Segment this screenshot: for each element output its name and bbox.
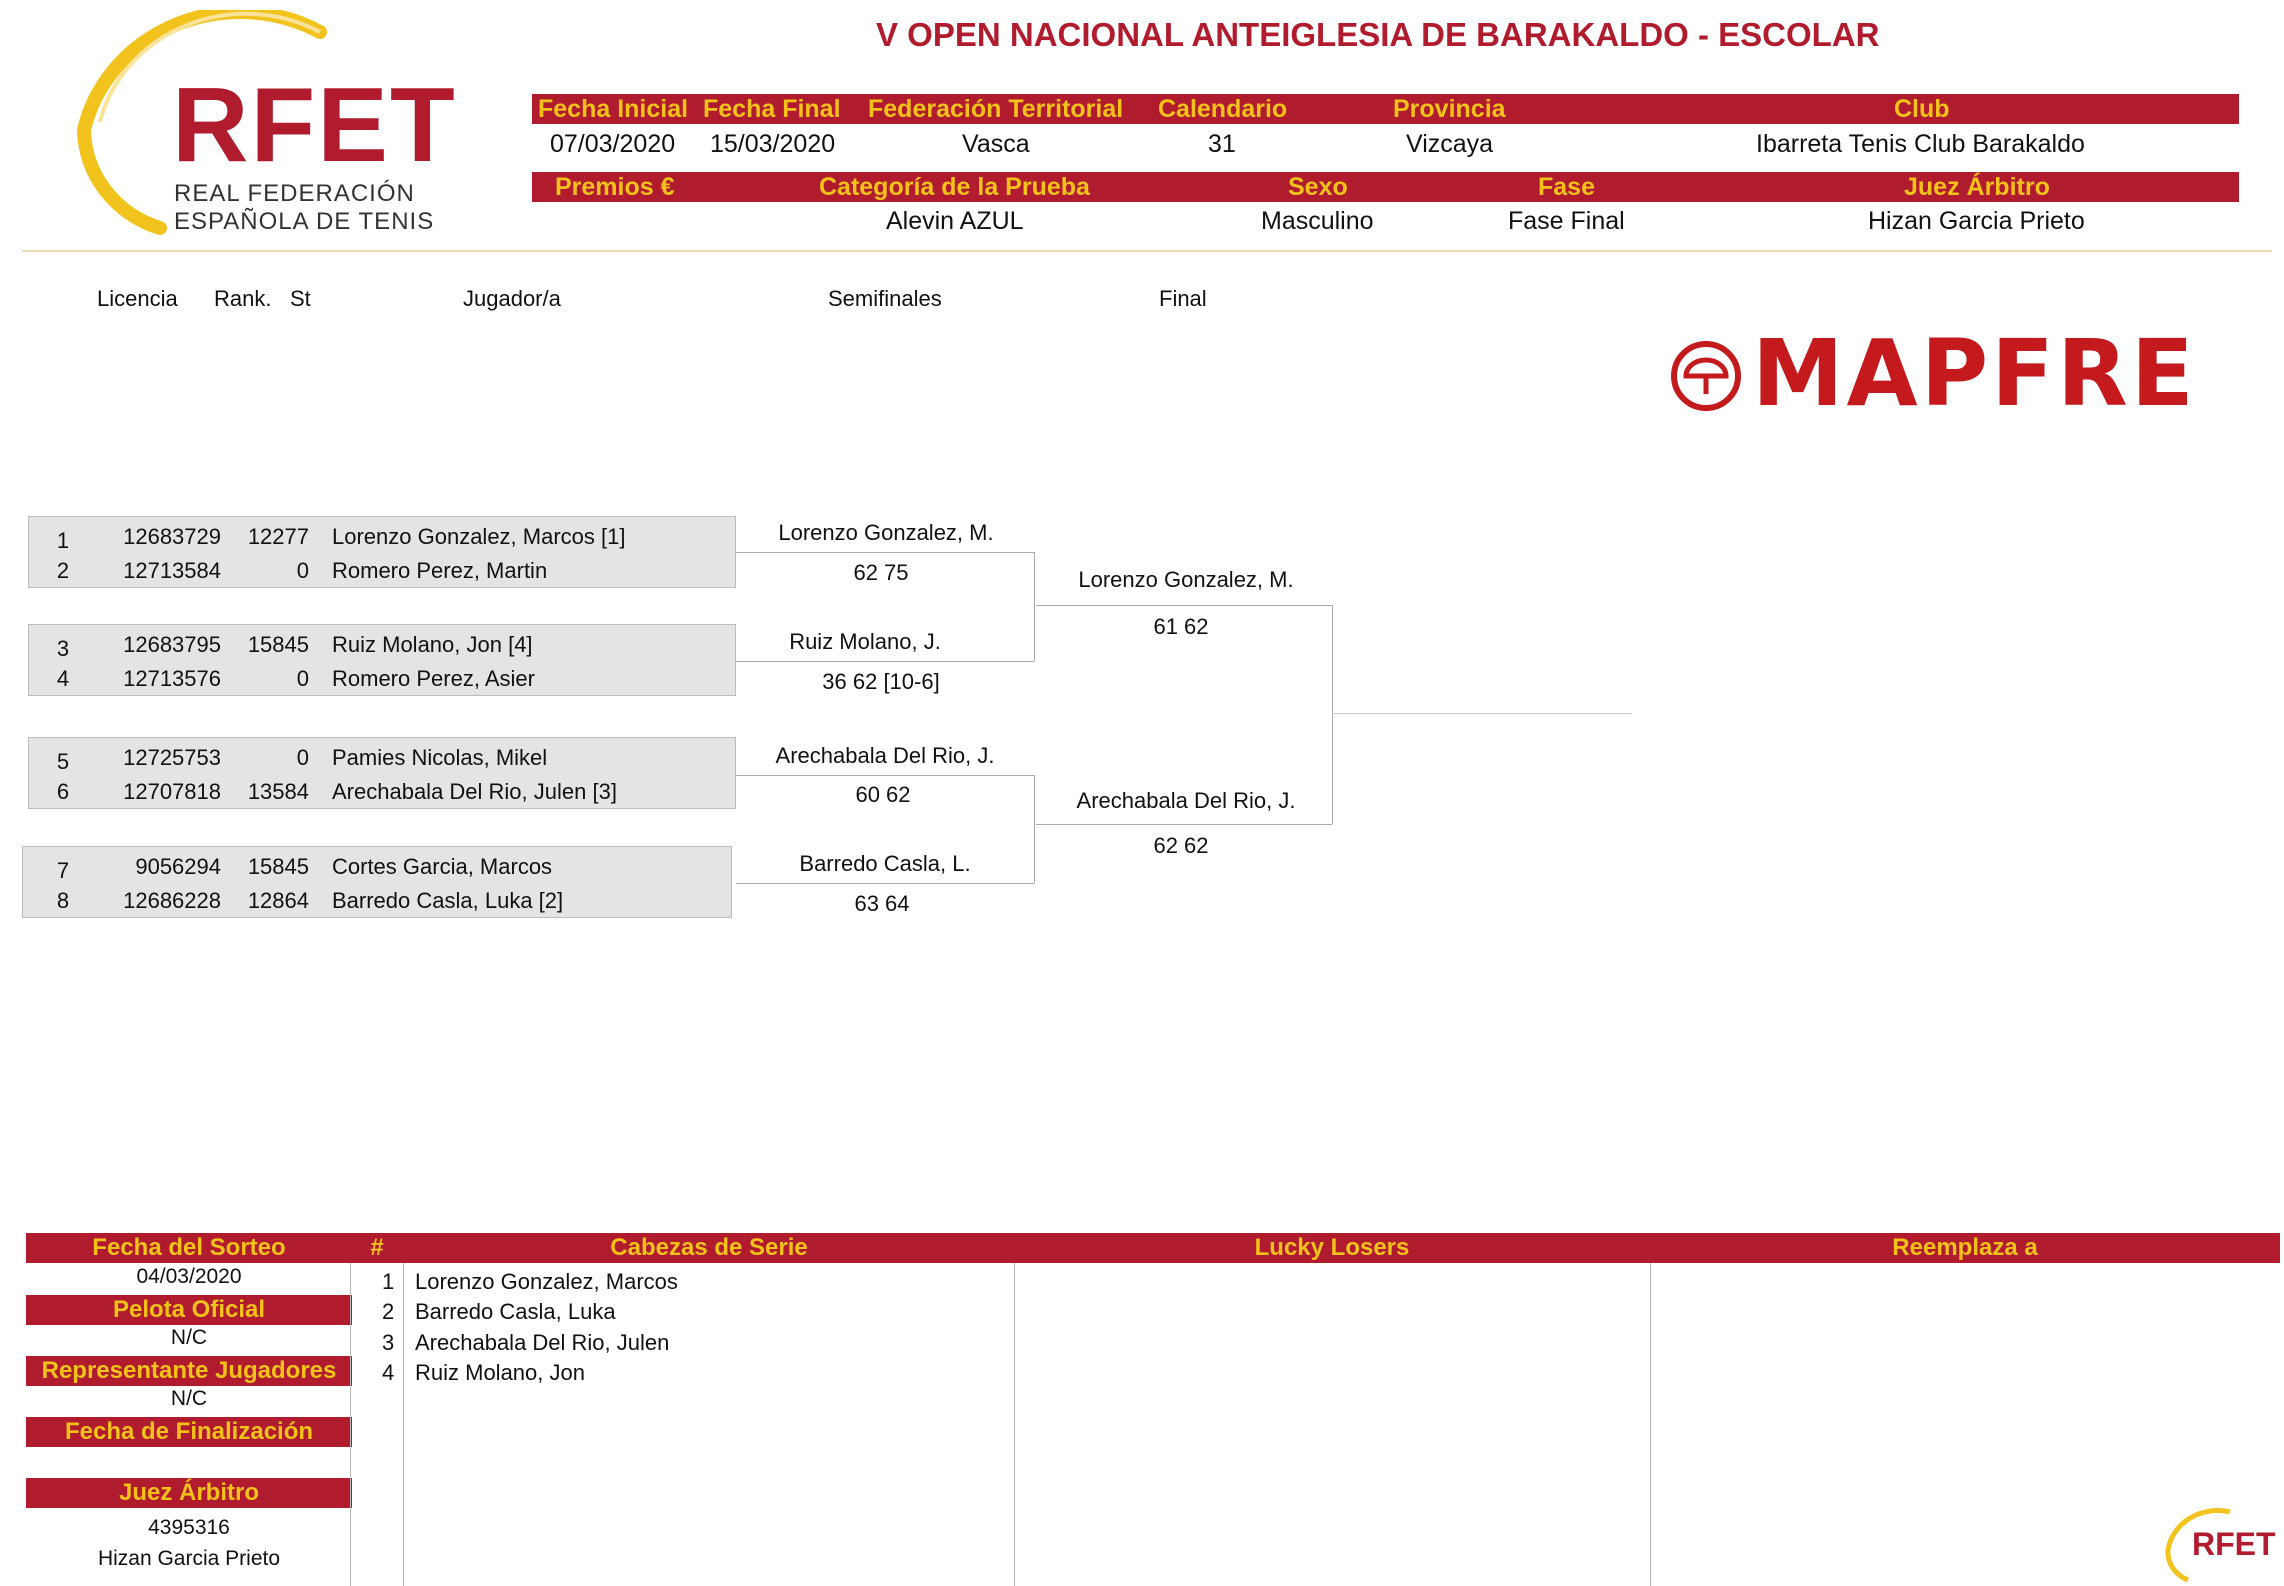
label-categoria: Categoría de la Prueba — [819, 173, 1090, 201]
bracket-line — [1332, 605, 1333, 824]
small-logo-text: RFET — [2192, 1526, 2276, 1562]
semi-score-3: 60 62 — [855, 782, 911, 807]
label-representante: Representante Jugadores — [26, 1356, 352, 1386]
label-fecha-finalizacion: Fecha de Finalización — [26, 1417, 352, 1447]
label-fecha-final: Fecha Final — [703, 95, 841, 123]
semi-score-2: 36 62 [10-6] — [822, 669, 940, 694]
player-name: Cortes Garcia, Marcos — [332, 854, 553, 879]
player-row[interactable] — [29, 774, 735, 810]
mapfre-emblem-icon — [1668, 338, 1744, 414]
player-num: 4 — [56, 666, 70, 691]
label-juez-arbitro: Juez Árbitro — [26, 1478, 352, 1508]
final-winner-1: Lorenzo Gonzalez, M. — [1078, 567, 1294, 592]
rfet-logo — [70, 10, 457, 250]
value-federacion: Vasca — [962, 130, 1030, 158]
player-pair-box-4 — [22, 846, 732, 918]
col-st: St — [290, 286, 311, 311]
bracket-line — [736, 883, 1034, 884]
player-num: 3 — [56, 636, 70, 661]
value-fase: Fase Final — [1508, 207, 1625, 235]
value-sexo: Masculino — [1261, 207, 1374, 235]
player-num: 5 — [56, 749, 70, 774]
seed-name: Barredo Casla, Luka — [415, 1299, 616, 1324]
label-pelota-oficial: Pelota Oficial — [26, 1295, 352, 1325]
logo-line2: ESPAÑOLA DE TENIS — [174, 208, 435, 235]
champion-line — [1334, 713, 1632, 714]
player-licencia: 12686228 — [123, 888, 221, 913]
player-num: 8 — [56, 888, 70, 913]
player-name: Lorenzo Gonzalez, Marcos [1] — [332, 524, 626, 549]
player-name: Arechabala Del Rio, Julen [3] — [332, 779, 617, 804]
player-licencia: 12713584 — [123, 558, 221, 583]
mapfre-logo — [1662, 322, 2232, 432]
seed-num: 2 — [382, 1299, 395, 1324]
value-club: Ibarreta Tenis Club Barakaldo — [1756, 130, 2085, 158]
seed-name: Ruiz Molano, Jon — [415, 1360, 585, 1385]
bracket-line — [736, 775, 1034, 776]
player-pair-box-2 — [28, 624, 736, 696]
final-winner-2: Arechabala Del Rio, J. — [1076, 788, 1296, 813]
player-rank: 15845 — [247, 854, 309, 879]
player-rank: 0 — [296, 558, 309, 583]
final-score-1: 61 62 — [1153, 614, 1209, 639]
sponsor-name: MAPFRE — [1752, 320, 2197, 427]
bracket-line — [736, 552, 1034, 553]
player-licencia: 12713576 — [123, 666, 221, 691]
col-licencia: Licencia — [97, 286, 178, 311]
logo-text: RFET — [172, 66, 457, 184]
footer-divider — [1014, 1263, 1015, 1586]
value-pelota-oficial: N/C — [170, 1326, 208, 1349]
seed-num: 4 — [382, 1360, 395, 1385]
label-fecha-inicial: Fecha Inicial — [538, 95, 689, 123]
header-divider — [22, 250, 2272, 252]
value-representante: N/C — [170, 1387, 208, 1410]
footer-divider — [350, 1263, 351, 1586]
logo-line1: REAL FEDERACIÓN — [174, 180, 415, 207]
label-juez: Juez Árbitro — [1904, 173, 2050, 201]
player-pair-box-1 — [28, 516, 736, 588]
footer-divider — [403, 1263, 404, 1586]
bracket-line — [1036, 605, 1332, 606]
player-rank: 0 — [296, 745, 309, 770]
player-licencia: 12683795 — [123, 632, 221, 657]
player-row[interactable] — [23, 883, 731, 919]
player-licencia: 12683729 — [123, 524, 221, 549]
page-title: V OPEN NACIONAL ANTEIGLESIA DE BARAKALDO - ESCOLAR — [876, 16, 1880, 53]
seed-num: 3 — [382, 1330, 395, 1355]
label-lucky-losers: Lucky Losers — [1254, 1234, 1410, 1261]
label-fecha-sorteo: Fecha del Sorteo — [92, 1234, 286, 1261]
seed-name: Arechabala Del Rio, Julen — [415, 1330, 670, 1355]
player-row[interactable] — [29, 661, 735, 697]
seed-num: 1 — [382, 1269, 395, 1294]
label-fase: Fase — [1538, 173, 1595, 201]
semi-score-1: 62 75 — [853, 560, 909, 585]
player-licencia: 12725753 — [123, 745, 221, 770]
player-row[interactable] — [23, 849, 731, 885]
player-rank: 12277 — [247, 524, 309, 549]
label-cabezas-serie: Cabezas de Serie — [610, 1234, 808, 1261]
col-semifinales: Semifinales — [828, 286, 942, 311]
label-calendario: Calendario — [1158, 95, 1288, 123]
label-provincia: Provincia — [1393, 95, 1506, 123]
final-score-2: 62 62 — [1153, 833, 1209, 858]
value-fecha-inicial: 07/03/2020 — [550, 130, 676, 158]
player-licencia: 12707818 — [123, 779, 221, 804]
player-rank: 13584 — [247, 779, 309, 804]
col-jugador: Jugador/a — [463, 286, 561, 311]
bracket-line — [1034, 775, 1035, 883]
player-name: Ruiz Molano, Jon [4] — [332, 632, 533, 657]
player-name: Romero Perez, Martin — [332, 558, 548, 583]
player-row[interactable] — [29, 627, 735, 663]
label-sexo: Sexo — [1288, 173, 1348, 201]
label-premios: Premios € — [555, 173, 675, 201]
player-rank: 0 — [296, 666, 309, 691]
value-provincia: Vizcaya — [1406, 130, 1494, 158]
value-juez-name: Hizan Garcia Prieto — [97, 1547, 281, 1570]
bracket-line — [1034, 552, 1035, 661]
value-calendario: 31 — [1208, 130, 1236, 158]
player-name: Romero Perez, Asier — [332, 666, 535, 691]
semi-winner-4: Barredo Casla, L. — [799, 851, 971, 876]
col-final: Final — [1159, 286, 1207, 311]
bracket-line — [1036, 824, 1332, 825]
semi-winner-3: Arechabala Del Rio, J. — [775, 743, 995, 768]
value-juez: Hizan Garcia Prieto — [1868, 207, 2085, 235]
label-federacion: Federación Territorial — [868, 95, 1124, 123]
player-name: Barredo Casla, Luka [2] — [332, 888, 564, 913]
col-rank: Rank. — [214, 286, 272, 311]
value-categoria: Alevin AZUL — [886, 207, 1024, 235]
value-fecha-final: 15/03/2020 — [710, 130, 836, 158]
player-num: 6 — [56, 779, 70, 804]
value-fecha-sorteo: 04/03/2020 — [136, 1265, 242, 1288]
player-row[interactable] — [29, 519, 735, 555]
player-rank: 12864 — [247, 888, 309, 913]
label-reemplaza: Reemplaza a — [1892, 1234, 2038, 1261]
bracket-line — [736, 661, 1034, 662]
player-row[interactable] — [29, 553, 735, 589]
player-num: 7 — [56, 858, 70, 883]
label-hash: # — [370, 1234, 384, 1261]
player-name: Pamies Nicolas, Mikel — [332, 745, 548, 770]
player-pair-box-3 — [28, 737, 736, 809]
semi-winner-2: Ruiz Molano, J. — [789, 629, 941, 654]
footer-divider — [1650, 1263, 1651, 1586]
player-row[interactable] — [29, 740, 735, 776]
seed-name: Lorenzo Gonzalez, Marcos — [415, 1269, 678, 1294]
player-num: 2 — [56, 558, 70, 583]
value-juez-id: 4395316 — [148, 1516, 230, 1539]
player-num: 1 — [56, 528, 70, 553]
small-rfet-logo — [2160, 1506, 2280, 1586]
semi-winner-1: Lorenzo Gonzalez, M. — [778, 520, 994, 545]
player-rank: 15845 — [247, 632, 309, 657]
label-club: Club — [1894, 95, 1950, 123]
semi-score-4: 63 64 — [854, 891, 910, 916]
player-licencia: 9056294 — [135, 854, 221, 879]
